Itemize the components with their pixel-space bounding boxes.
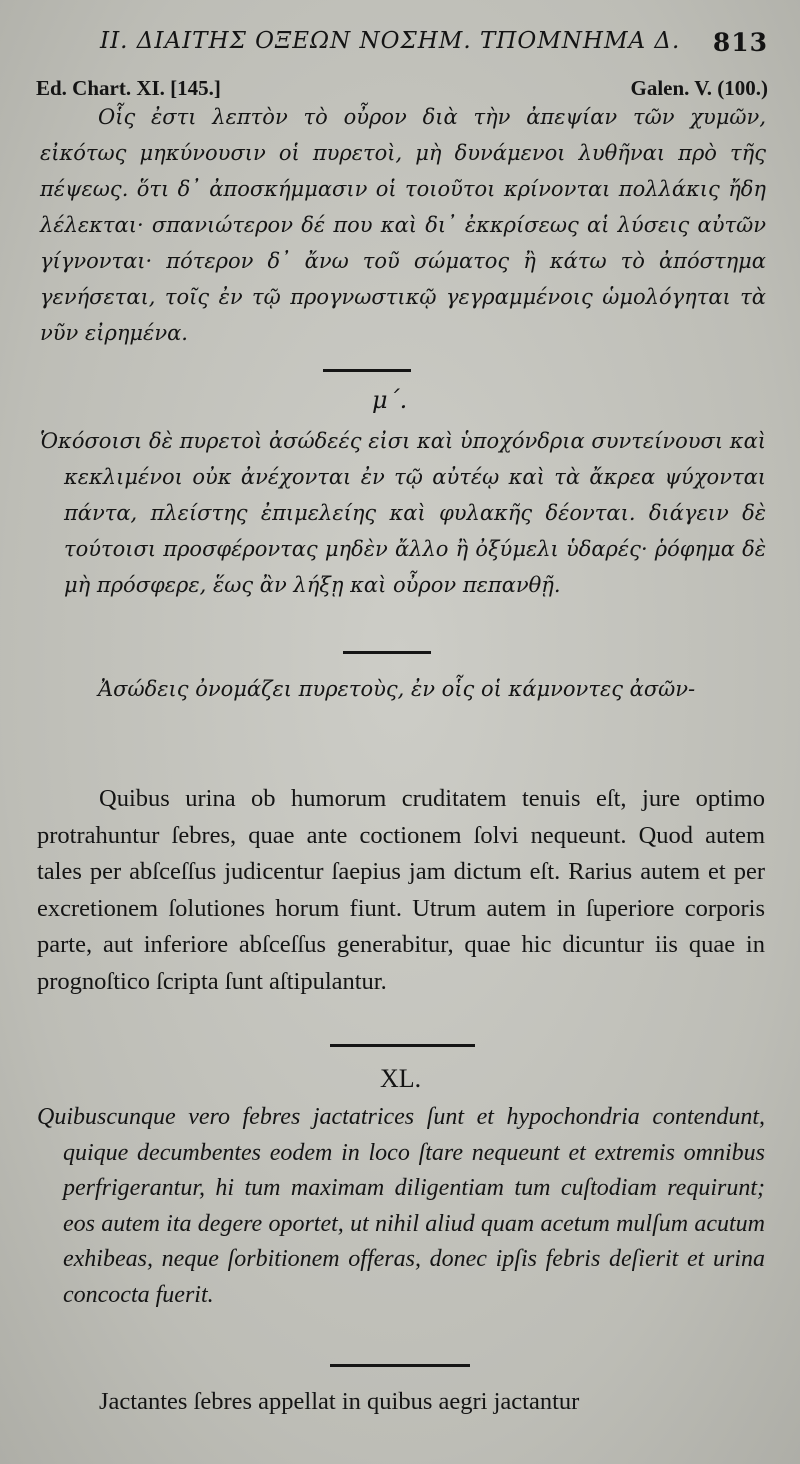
greek-commentary-2: Ἀσώδεις ὀνομάζει πυρετοὺς, ἐν οἷς οἱ κάμνοντες ἀσῶν- [98, 677, 696, 701]
greek-aphorism-text: Ὁκόσοισι δὲ πυρετοὶ ἀσώδεές εἰσι καὶ ὑποχόνδρια συντείνουσι καὶ κεκλιμένοι οὐκ ἀνέχονται ἐν τῷ αὐτέῳ καὶ τὰ ἄκρεα ψύχονται πάντα, πλείστης ἐπιμελείης καὶ φυλακῆς δέονται. διάγειν δὲ τούτοισι προσφέροντας μηδὲν ἄλλο ἢ ὀξύμελι ὑδαρές· ῥόφημα δὲ μὴ πρόσφερε, ἕως ἂν λήξῃ καὶ οὖρον πεπανθῇ. [40, 429, 766, 597]
section-divider [323, 369, 411, 372]
latin-commentary-2: Jactantes ſebres appellat in quibus aegri jactantur [99, 1388, 580, 1415]
greek-section-number: μ΄. [372, 386, 408, 414]
section-divider [343, 651, 431, 654]
page-number: 813 [712, 28, 768, 57]
latin-aphorism-text: Quibuscunque vero febres jactatrices ſunt et hypochondria contendunt, quique decumbentes eodem in loco ſtare nequeunt et extremis omnibus perfrigerantur, hi tum maximam diligentiam tum cuſtodiam requirunt; eos autem ita degere oportet, ut nihil aliud quam acetum mulſum acutum exhibeas, neque ſorbitionem offeras, donec ipſis febris deſierit et urina concocta fuerit. [37, 1104, 765, 1308]
edition-right: Galen. V. (100.) [630, 76, 768, 100]
latin-section-number: XL. [380, 1064, 422, 1093]
edition-left: Ed. Chart. XI. [145.] [36, 76, 221, 100]
section-divider [330, 1044, 475, 1047]
greek-aphorism [40, 423, 766, 603]
greek-commentary-1: Οἷς ἐστι λεπτὸν τὸ οὖρον διὰ τὴν ἀπεψίαν τῶν χυμῶν, εἰκότως μηκύνουσιν οἱ πυρετοὶ, μὴ δυνάμενοι λυθῆναι πρὸ τῆς πέψεως. ὅτι δ᾽ ἀποσκήμμασιν οἱ τοιοῦτοι κρίνονται πολλάκις ἤδη λέλεκται· σπανιώτερον δέ που καὶ δι᾽ ἐκκρίσεως αἱ λύσεις αὐτῶν γίγνονται· πότερον δ᾽ ἄνω τοῦ σώματος ἢ κάτω τὸ ἀπόστημα γενήσεται, τοῖς ἐν τῷ προγνωστικῷ γεγραμμένοις ὡμολόγηται τὰ νῦν εἰρημένα. [40, 105, 766, 345]
edition-line [36, 76, 768, 101]
running-head-title: II. ΔΙΑΙΤΗΣ ΟΞΕΩΝ ΝΟΣΗΜ. ΤΠΟΜΝΗΜΑ Δ. [100, 28, 681, 54]
section-divider [330, 1364, 470, 1367]
latin-aphorism [37, 1100, 765, 1313]
latin-commentary-1: Quibus urina ob humorum cruditatem tenuis eſt, jure optimo protrahuntur ſebres, quae ante coctionem ſolvi nequeunt. Quod autem tales per abſceſſus judicentur ſaepius jam dictum eſt. Rarius autem et per excretionem ſolutiones horum fiunt. Utrum autem in ſuperiore corporis parte, aut inferiore abſceſſus generabitur, quae hic dicuntur iis quae in prognoſtico ſcripta ſunt aſtipulantur. [37, 785, 765, 995]
